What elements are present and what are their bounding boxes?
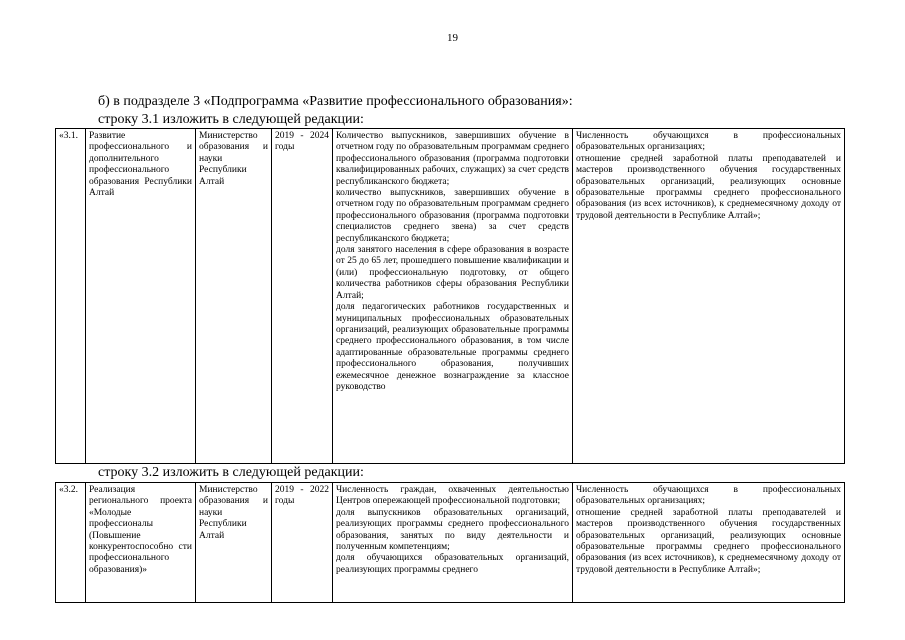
indicators-cell: [333, 483, 573, 603]
period-cell: 2019 - 2022 годы: [272, 483, 333, 603]
indicator-item: доля занятого населения в сфере образования в возрасте от 25 до 65 лет, прошедшего повышение квалификации и (или) профессиональную подготовку, от общего количества работников сферы образования Республики Алтай;: [336, 245, 569, 301]
result-item: отношение средней заработной платы преподавателей и мастеров производственного обучения государственных образовательных организаций, реализующих основные образовательные программы среднего профессионального образования (из всех источников), к среднемесячному доходу от трудовой деятельности в Республике Алтай»;: [576, 507, 841, 575]
results-cell: [573, 129, 845, 464]
result-item: Численность обучающихся в профессиональных образовательных организациях;: [576, 485, 841, 507]
table-row-3-1: [55, 128, 845, 464]
table-row-3-2: [55, 482, 845, 603]
indicator-item: Количество выпускников, завершивших обучение в отчетном году по образовательным программам среднего профессионального образования (программа подготовки квалифицированных рабочих, служащих) за счет средств республиканского бюджета;: [336, 131, 569, 187]
indicator-item: Численность граждан, охваченных деятельностью Центров опережающей профессиональной подготовки;: [336, 485, 569, 507]
indicator-item: доля выпускников образовательных организаций, реализующих программы среднего профессионального образования, занятых по виду деятельности и полученным компетенциям;: [336, 507, 569, 553]
indicator-item: количество выпускников, завершивших обучение в отчетном году по образовательным программам среднего профессионального образования (программа подготовки специалистов среднего звена) за счет средств республиканского бюджета;: [336, 188, 569, 244]
executor-cell: Министерство образования и науки Республики Алтай: [196, 483, 272, 603]
indicators-cell: [333, 129, 573, 464]
executor-cell: Министерство образования и науки Республики Алтай: [196, 129, 272, 464]
result-item: Численность обучающихся в профессиональных образовательных организациях;: [576, 131, 841, 153]
row-number-cell: «3.1.: [56, 129, 86, 464]
subprogram-name-cell: Реализация регионального проекта «Молодые профессионалы (Повышение конкурентоспособно сти профессионального образования)»: [86, 483, 196, 603]
results-cell: [573, 483, 845, 603]
indicator-item: доля обучающихся образовательных организаций, реализующих программы среднего: [336, 553, 569, 575]
period-cell: 2019 - 2024 годы: [272, 129, 333, 464]
row-number-cell: «3.2.: [56, 483, 86, 603]
indicator-item: доля педагогических работников государственных и муниципальных профессиональных образовательных организаций, реализующих образовательные программы среднего профессионального образования, в том числе адаптированные образовательные программы среднего профессионального образования, получивших ежемесячное денежное вознаграждение за классное руководство: [336, 302, 569, 392]
section-heading: б) в подразделе 3 «Подпрограмма «Развитие профессионального образования»:: [98, 94, 573, 109]
row-3-1-intro: строку 3.1 изложить в следующей редакции:: [98, 112, 364, 127]
page-number: 19: [447, 32, 458, 44]
row-3-2-intro: строку 3.2 изложить в следующей редакции:: [98, 465, 364, 480]
subprogram-name-cell: Развитие профессионального и дополнительного профессионального образования Республики Алтай: [86, 129, 196, 464]
result-item: отношение средней заработной платы преподавателей и мастеров производственного обучения государственных образовательных организаций, реализующих основные образовательные программы среднего профессионального образования (из всех источников), к среднемесячному доходу от трудовой деятельности в Республике Алтай»;: [576, 153, 841, 221]
